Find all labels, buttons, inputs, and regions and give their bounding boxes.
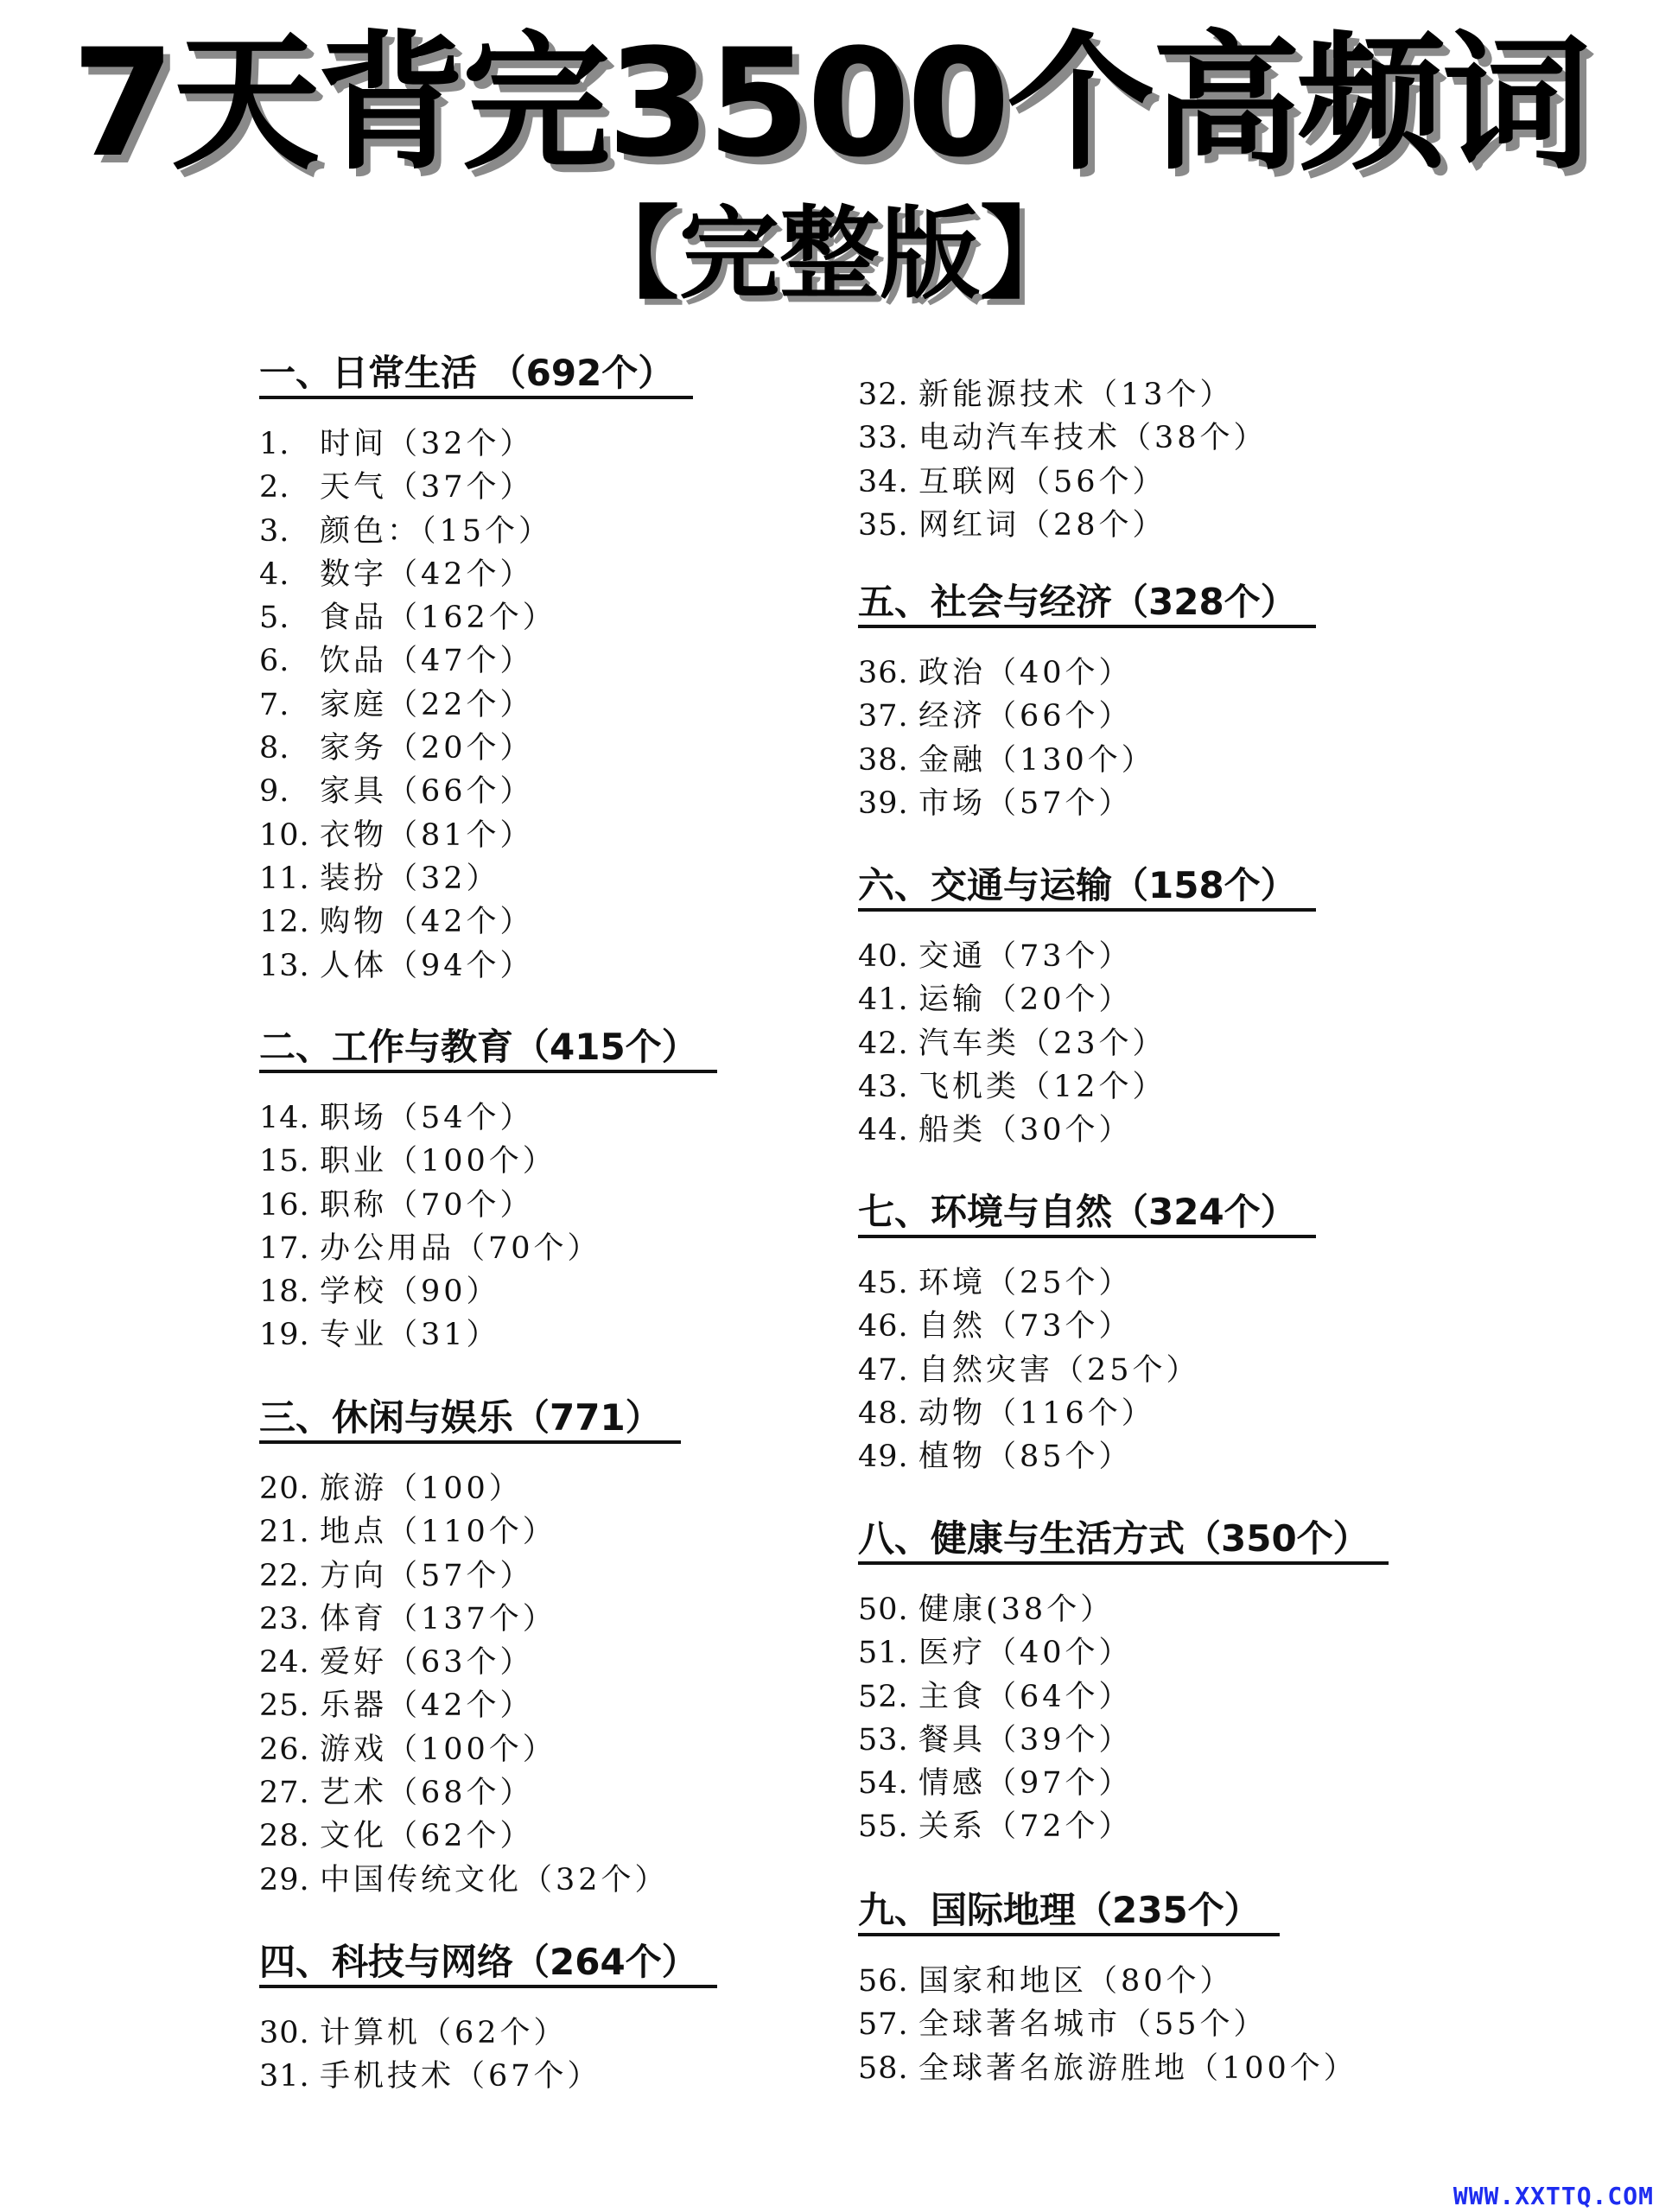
list-item <box>858 1065 1480 1109</box>
item-text: 金融（130个） <box>918 742 1155 778</box>
item-number: 53. <box>858 1722 909 1758</box>
item-text: 汽车类（23个） <box>918 1026 1166 1061</box>
item-list <box>858 935 1480 1152</box>
list-item <box>858 416 1480 460</box>
item-text: 购物（42个） <box>320 905 534 940</box>
item-text: 时间（32个） <box>320 427 534 461</box>
item-text: 文化（62个） <box>320 1819 534 1854</box>
item-number: 39. <box>858 785 909 821</box>
item-number: 43. <box>858 1069 909 1104</box>
list-item <box>259 1728 864 1771</box>
list-item <box>858 695 1480 738</box>
item-text: 家务（20个） <box>320 731 534 766</box>
item-list <box>858 1262 1480 1478</box>
section-society-economy <box>858 580 1480 825</box>
item-list <box>259 1096 864 1357</box>
item-text: 衣物（81个） <box>320 817 534 853</box>
item-text: 体育（137个） <box>320 1601 556 1637</box>
list-item <box>259 1684 864 1727</box>
list-item <box>858 2003 1480 2046</box>
list-item <box>858 1435 1480 1478</box>
list-item <box>259 683 864 727</box>
item-number: 41. <box>858 982 909 1018</box>
section-work-education <box>259 1025 864 1357</box>
item-number: 33. <box>858 421 909 456</box>
item-number: 38. <box>858 742 909 778</box>
item-number: 5. <box>259 601 290 636</box>
list-item <box>858 2047 1480 2090</box>
item-number: 7. <box>259 687 290 722</box>
item-text: 专业（31） <box>320 1318 500 1353</box>
item-list <box>259 1467 864 1902</box>
item-number: 34. <box>858 464 909 499</box>
item-text: 网红词（28个） <box>918 507 1166 543</box>
item-number: 40. <box>858 939 909 974</box>
item-text: 环境（25个） <box>918 1266 1133 1300</box>
list-item <box>858 652 1480 695</box>
list-item <box>858 1631 1480 1675</box>
section-tech-network <box>259 1940 864 2099</box>
list-item <box>858 1675 1480 1719</box>
item-number: 58. <box>858 2050 909 2086</box>
list-item <box>259 1641 864 1684</box>
list-item <box>259 1184 864 1227</box>
list-item <box>259 944 864 988</box>
item-number: 9. <box>259 774 290 810</box>
list-item <box>259 423 864 466</box>
item-number: 26. <box>259 1732 310 1767</box>
list-item <box>259 1598 864 1641</box>
item-number: 10. <box>259 817 310 853</box>
item-number: 55. <box>858 1809 909 1845</box>
list-item <box>259 510 864 553</box>
list-item <box>858 1305 1480 1348</box>
list-item <box>259 466 864 509</box>
item-text: 人体（94个） <box>320 948 534 983</box>
section-heading: 八、健康与生活方式（350个） <box>858 1516 1389 1565</box>
item-number: 2. <box>259 470 290 505</box>
list-item <box>858 782 1480 825</box>
list-item <box>858 1719 1480 1762</box>
item-text: 食品（162个） <box>320 601 556 636</box>
item-number: 16. <box>259 1187 310 1223</box>
item-text: 自然灾害（25个） <box>918 1352 1200 1388</box>
list-item <box>858 978 1480 1021</box>
item-number: 25. <box>259 1688 310 1724</box>
item-number: 57. <box>858 2007 909 2043</box>
item-number: 52. <box>858 1679 909 1714</box>
item-number: 14. <box>259 1101 310 1135</box>
list-item <box>259 1771 864 1815</box>
item-text: 饮品（47个） <box>320 644 534 679</box>
item-text: 互联网（56个） <box>918 464 1166 499</box>
item-text: 方向（57个） <box>320 1558 534 1593</box>
item-number: 8. <box>259 731 290 766</box>
item-number: 35. <box>858 507 909 543</box>
item-number: 50. <box>858 1592 909 1627</box>
list-item <box>858 504 1480 547</box>
item-text: 运输（20个） <box>918 982 1133 1018</box>
item-list <box>259 423 864 988</box>
section-heading: 一、日常生活 （692个） <box>259 351 693 399</box>
item-number: 18. <box>259 1274 310 1310</box>
list-item <box>259 1313 864 1357</box>
list-item <box>858 1762 1480 1805</box>
item-text: 计算机（62个） <box>320 2016 568 2050</box>
item-text: 艺术（68个） <box>320 1776 534 1811</box>
list-item <box>259 1554 864 1598</box>
item-text: 装扮（32） <box>320 861 500 896</box>
item-number: 12. <box>259 905 310 940</box>
item-text: 船类（30个） <box>918 1113 1133 1148</box>
item-text: 经济（66个） <box>918 699 1133 734</box>
item-number: 3. <box>259 513 290 549</box>
item-text: 飞机类（12个） <box>918 1069 1166 1104</box>
item-number: 30. <box>259 2016 310 2050</box>
item-number: 37. <box>858 699 909 734</box>
item-number: 46. <box>858 1309 909 1344</box>
item-number: 22. <box>259 1558 310 1593</box>
list-item <box>259 1096 864 1140</box>
item-text: 办公用品（70个） <box>320 1230 601 1266</box>
item-text: 主食（64个） <box>918 1679 1133 1714</box>
section-heading: 六、交通与运输（158个） <box>858 863 1316 912</box>
item-number: 19. <box>259 1318 310 1353</box>
list-item <box>259 639 864 683</box>
item-number: 20. <box>259 1471 310 1506</box>
item-number: 4. <box>259 556 290 592</box>
section-daily-life <box>259 351 864 988</box>
page-title: 7天背完3500个高频词 <box>71 16 1588 190</box>
item-text: 手机技术（67个） <box>320 2059 601 2094</box>
item-list <box>259 2012 864 2099</box>
page-subtitle: 【完整版】 <box>579 196 1080 313</box>
item-text: 爱好（63个） <box>320 1645 534 1681</box>
list-item <box>259 857 864 900</box>
list-item <box>259 1140 864 1183</box>
item-text: 职称（70个） <box>320 1187 534 1223</box>
list-item <box>259 727 864 770</box>
list-item <box>858 1392 1480 1435</box>
list-item <box>858 739 1480 782</box>
item-text: 全球著名城市（55个） <box>918 2007 1268 2043</box>
item-text: 颜色：（15个） <box>320 513 553 549</box>
item-number: 23. <box>259 1601 310 1637</box>
list-item <box>858 935 1480 978</box>
item-number: 54. <box>858 1766 909 1802</box>
item-text: 国家和地区（80个） <box>918 1964 1234 1999</box>
item-text: 自然（73个） <box>918 1309 1133 1344</box>
item-list <box>858 652 1480 825</box>
item-text: 交通（73个） <box>918 939 1133 974</box>
item-text: 植物（85个） <box>918 1440 1133 1475</box>
item-text: 餐具（39个） <box>918 1722 1133 1758</box>
item-number: 27. <box>259 1776 310 1811</box>
item-number: 47. <box>858 1352 909 1388</box>
list-item <box>259 900 864 944</box>
item-number: 44. <box>858 1113 909 1148</box>
list-item <box>858 1588 1480 1631</box>
list-item <box>259 2012 864 2055</box>
item-text: 家庭（22个） <box>320 687 534 722</box>
list-item <box>259 1467 864 1510</box>
list-item <box>259 596 864 639</box>
item-text: 地点（110个） <box>320 1515 556 1550</box>
list-item <box>259 1859 864 1902</box>
item-text: 学校（90） <box>320 1274 500 1310</box>
list-item <box>858 1022 1480 1065</box>
item-list <box>858 1588 1480 1849</box>
item-text: 家具（66个） <box>320 774 534 810</box>
item-text: 新能源技术（13个） <box>918 378 1234 412</box>
list-item <box>259 2055 864 2098</box>
list-item <box>858 1262 1480 1305</box>
section-heading: 三、休闲与娱乐（771） <box>259 1395 681 1444</box>
item-number: 32. <box>858 378 909 412</box>
item-number: 48. <box>858 1395 909 1431</box>
item-text: 医疗（40个） <box>918 1636 1133 1671</box>
item-number: 11. <box>259 861 310 896</box>
item-text: 市场（57个） <box>918 785 1133 821</box>
item-text: 动物（116个） <box>918 1395 1155 1431</box>
item-text: 关系（72个） <box>918 1809 1133 1845</box>
item-number: 51. <box>858 1636 909 1671</box>
section-heading: 九、国际地理（235个） <box>858 1888 1280 1936</box>
item-number: 13. <box>259 948 310 983</box>
item-number: 49. <box>858 1440 909 1475</box>
item-text: 游戏（100个） <box>320 1732 556 1767</box>
item-text: 数字（42个） <box>320 556 534 592</box>
watermark-url: WWW.XXTTQ.COM <box>1452 2182 1654 2210</box>
item-list <box>858 1960 1480 2090</box>
item-number: 15. <box>259 1144 310 1179</box>
list-item <box>259 553 864 596</box>
section-environment <box>858 1190 1480 1478</box>
section-heading: 二、工作与教育（415个） <box>259 1025 717 1073</box>
item-text: 乐器（42个） <box>320 1688 534 1724</box>
item-text: 健康(38个） <box>918 1592 1115 1627</box>
section-tech-network-continued <box>858 373 1480 547</box>
list-item <box>259 1227 864 1270</box>
list-item <box>858 1109 1480 1152</box>
list-item <box>858 1960 1480 2003</box>
item-number: 36. <box>858 656 909 690</box>
section-heading: 四、科技与网络（264个） <box>259 1940 717 1988</box>
item-number: 6. <box>259 644 290 679</box>
list-item <box>858 1349 1480 1392</box>
item-text: 政治（40个） <box>918 656 1133 690</box>
list-item <box>259 814 864 857</box>
item-text: 情感（97个） <box>918 1766 1133 1802</box>
item-text: 旅游（100） <box>320 1471 523 1506</box>
item-number: 21. <box>259 1515 310 1550</box>
item-number: 1. <box>259 427 290 461</box>
section-geography <box>858 1888 1480 2090</box>
list-item <box>858 373 1480 416</box>
item-number: 29. <box>259 1862 310 1897</box>
list-item <box>858 1805 1480 1848</box>
section-heading: 五、社会与经济（328个） <box>858 580 1316 628</box>
item-number: 17. <box>259 1230 310 1266</box>
item-text: 全球著名旅游胜地（100个） <box>918 2050 1357 2086</box>
item-text: 电动汽车技术（38个） <box>918 421 1268 456</box>
list-item <box>259 1270 864 1313</box>
section-heading: 七、环境与自然（324个） <box>858 1190 1316 1238</box>
item-text: 中国传统文化（32个） <box>320 1862 669 1897</box>
section-health <box>858 1516 1480 1849</box>
section-transport <box>858 863 1480 1152</box>
item-number: 24. <box>259 1645 310 1681</box>
item-text: 职业（100个） <box>320 1144 556 1179</box>
item-number: 31. <box>259 2059 310 2094</box>
list-item <box>259 1510 864 1554</box>
list-item <box>858 461 1480 504</box>
item-text: 职场（54个） <box>320 1101 534 1135</box>
item-number: 45. <box>858 1266 909 1300</box>
list-item <box>259 1815 864 1858</box>
item-number: 56. <box>858 1964 909 1999</box>
item-text: 天气（37个） <box>320 470 534 505</box>
list-item <box>259 770 864 813</box>
item-number: 42. <box>858 1026 909 1061</box>
section-leisure <box>259 1395 864 1902</box>
item-number: 28. <box>259 1819 310 1854</box>
